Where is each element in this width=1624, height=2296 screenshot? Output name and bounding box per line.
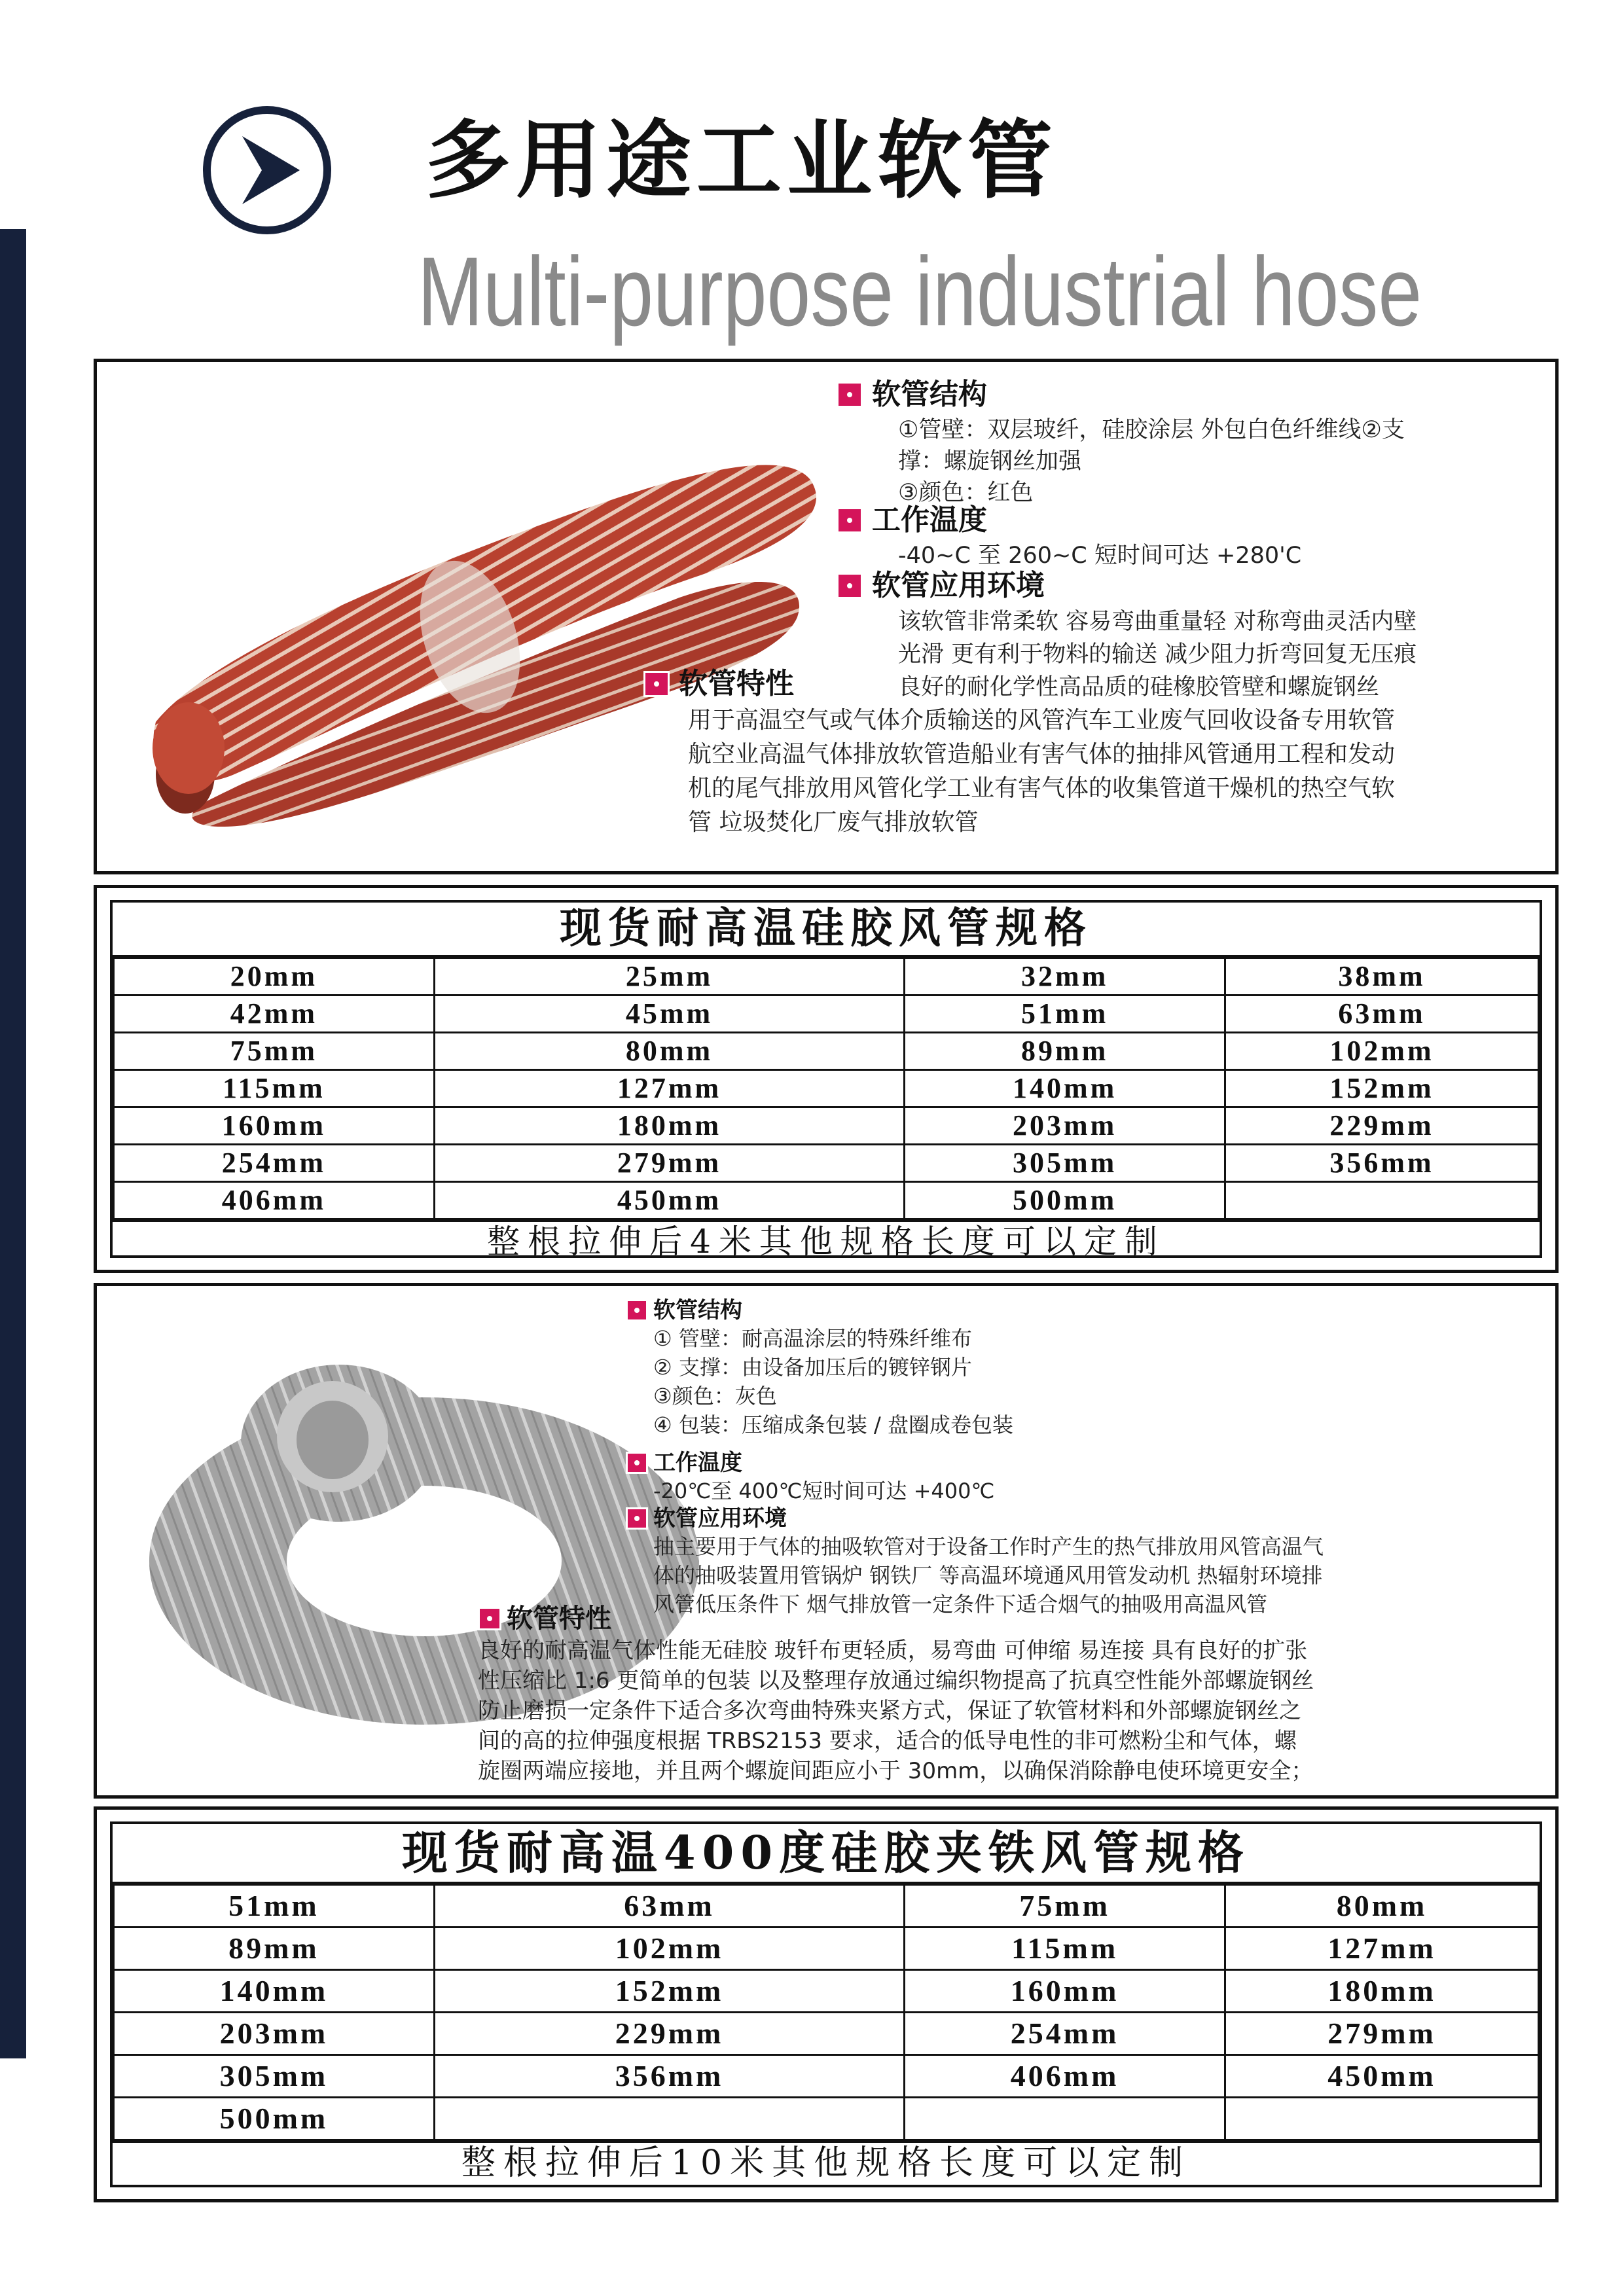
side-accent-bar bbox=[0, 229, 26, 2058]
body-line: 良好的耐高温气体性能无硅胶 玻钎布更轻质，易弯曲 可伸缩 易连接 具有良好的扩张 bbox=[478, 1638, 1308, 1664]
table-cell: 152mm bbox=[1225, 1070, 1539, 1107]
table-cell: 45mm bbox=[434, 996, 904, 1033]
body-line: ③颜色：灰色 bbox=[653, 1384, 777, 1408]
p2-environment bbox=[626, 1507, 1324, 1619]
bullet-icon bbox=[478, 1607, 501, 1630]
table-cell: 500mm bbox=[905, 1182, 1225, 1219]
table-cell bbox=[1225, 2098, 1539, 2140]
table-cell bbox=[1225, 1182, 1539, 1219]
section-title: 软管应用环境 bbox=[872, 569, 1045, 602]
table-cell: 63mm bbox=[434, 1885, 904, 1928]
table-cell: 229mm bbox=[434, 2013, 904, 2055]
product2-panel bbox=[94, 1283, 1559, 1799]
table-cell: 450mm bbox=[434, 1182, 904, 1219]
table-cell: 127mm bbox=[1225, 1928, 1539, 1970]
p1-features bbox=[643, 667, 1396, 840]
section-title: 软管应用环境 bbox=[653, 1505, 787, 1532]
table-cell: 89mm bbox=[905, 1033, 1225, 1070]
table-row bbox=[114, 1070, 1539, 1107]
table-cell: 75mm bbox=[905, 1885, 1225, 1928]
bullet-icon bbox=[837, 573, 863, 599]
table-row bbox=[114, 958, 1539, 996]
body-line: 体的抽吸装置用管锅炉 钢铁厂 等高温环境通风用管发动机 热辐射环境排 bbox=[653, 1563, 1323, 1588]
table-cell: 32mm bbox=[905, 958, 1225, 996]
table-cell: 51mm bbox=[905, 996, 1225, 1033]
table-cell: 450mm bbox=[1225, 2055, 1539, 2098]
spec-table-2 bbox=[94, 1806, 1559, 2202]
spec-table-1 bbox=[94, 885, 1559, 1273]
table-cell: 160mm bbox=[905, 1970, 1225, 2013]
page-title: 多用途工业软管 bbox=[425, 111, 1058, 210]
table-cell: 203mm bbox=[905, 1107, 1225, 1145]
table-cell: 102mm bbox=[1225, 1033, 1539, 1070]
body-line: ② 支撑：由设备加压后的镀锌钢片 bbox=[653, 1355, 972, 1380]
table-cell: 305mm bbox=[114, 2055, 435, 2098]
table-cell: 152mm bbox=[434, 1970, 904, 2013]
page-subtitle: Multi-purpose industrial hose bbox=[418, 236, 1422, 346]
body-line: 防止磨损一定条件下适合多次弯曲特殊夹紧方式，保证了软管材料和外部螺旋钢丝之 bbox=[478, 1698, 1301, 1724]
section-title: 工作温度 bbox=[872, 503, 987, 537]
section-title: 工作温度 bbox=[653, 1450, 742, 1476]
spec-footer: 整根拉伸后10米其他规格长度可以定制 bbox=[113, 2141, 1540, 2183]
body-line: -40~C 至 260~C 短时间可达 +280'C bbox=[898, 543, 1302, 569]
table-cell: 305mm bbox=[905, 1145, 1225, 1182]
table-cell: 254mm bbox=[905, 2013, 1225, 2055]
body-line: 间的高的拉伸强度根据 TRBS2153 要求，适合的低导电性的非可燃粉尘和气体，螺 bbox=[478, 1728, 1297, 1754]
section-title: 软管特性 bbox=[507, 1604, 611, 1634]
table-cell: 180mm bbox=[1225, 1970, 1539, 2013]
table-cell: 80mm bbox=[1225, 1885, 1539, 1928]
spec-title: 现货耐高温400度硅胶夹铁风管规格 bbox=[113, 1824, 1540, 1884]
table-cell: 89mm bbox=[114, 1928, 435, 1970]
table-cell: 406mm bbox=[905, 2055, 1225, 2098]
spec-title: 现货耐高温硅胶风管规格 bbox=[113, 903, 1540, 957]
table-row bbox=[114, 996, 1539, 1033]
table-cell: 140mm bbox=[905, 1070, 1225, 1107]
table-row bbox=[114, 2098, 1539, 2140]
table-cell: 42mm bbox=[114, 996, 435, 1033]
spec-grid bbox=[113, 1884, 1540, 2141]
table-cell: 279mm bbox=[1225, 2013, 1539, 2055]
table-cell: 140mm bbox=[114, 1970, 435, 2013]
bullet-icon bbox=[626, 1299, 648, 1321]
table-cell: 38mm bbox=[1225, 958, 1539, 996]
bullet-icon bbox=[626, 1507, 648, 1530]
table-cell bbox=[434, 2098, 904, 2140]
table-cell: 279mm bbox=[434, 1145, 904, 1182]
table-cell: 25mm bbox=[434, 958, 904, 996]
table-row bbox=[114, 1970, 1539, 2013]
table-cell: 203mm bbox=[114, 2013, 435, 2055]
table-cell: 500mm bbox=[114, 2098, 435, 2140]
bullet-icon bbox=[626, 1452, 648, 1474]
table-cell: 356mm bbox=[1225, 1145, 1539, 1182]
p2-structure bbox=[626, 1299, 1013, 1439]
body-line: 性压缩比 1:6 更简单的包装 以及整理存放通过编织物提高了抗真空性能外部螺旋钢丝 bbox=[478, 1668, 1314, 1694]
section-title: 软管结构 bbox=[653, 1297, 742, 1323]
table-row bbox=[114, 1885, 1539, 1928]
p1-structure bbox=[837, 380, 1405, 509]
body-line: 风管低压条件下 烟气排放管一定条件下适合烟气的抽吸用高温风管 bbox=[653, 1592, 1268, 1617]
bullet-icon bbox=[643, 671, 670, 697]
spec-grid bbox=[113, 957, 1540, 1220]
table-cell: 127mm bbox=[434, 1070, 904, 1107]
bullet-icon bbox=[837, 507, 863, 533]
table-cell: 51mm bbox=[114, 1885, 435, 1928]
p2-temperature bbox=[626, 1452, 994, 1505]
body-line: 该软管非常柔软 容易弯曲重量轻 对称弯曲灵活内壁 bbox=[898, 609, 1417, 635]
table-cell: 63mm bbox=[1225, 996, 1539, 1033]
body-line: 航空业高温气体排放软管造船业有害气体的抽排风管通用工程和发动 bbox=[688, 741, 1396, 768]
chevron-right-circle-icon bbox=[202, 105, 333, 236]
table-cell: 115mm bbox=[905, 1928, 1225, 1970]
table-cell: 102mm bbox=[434, 1928, 904, 1970]
body-line: 用于高温空气或气体介质输送的风管汽车工业废气回收设备专用软管 bbox=[688, 707, 1396, 734]
table-cell: 406mm bbox=[114, 1182, 435, 1219]
body-line: 光滑 更有利于物料的输送 减少阻力折弯回复无压痕 bbox=[898, 641, 1417, 668]
bullet-icon bbox=[837, 382, 863, 408]
table-cell: 180mm bbox=[434, 1107, 904, 1145]
table-row bbox=[114, 2055, 1539, 2098]
body-line: ① 管壁：耐高温涂层的特殊纤维布 bbox=[653, 1326, 972, 1351]
p2-features bbox=[478, 1605, 1314, 1786]
body-line: 撑：螺旋钢丝加强 bbox=[898, 448, 1082, 475]
body-line: 旋圈两端应接地，并且两个螺旋间距应小于 30mm，以确保消除静电使环境更安全； bbox=[478, 1758, 1314, 1784]
body-line: 良好的耐化学性高品质的硅橡胶管壁和螺旋钢丝 bbox=[898, 674, 1380, 700]
spec-footer: 整根拉伸后4米其他规格长度可以定制 bbox=[113, 1220, 1540, 1261]
section-title: 软管结构 bbox=[872, 378, 987, 411]
table-cell bbox=[905, 2098, 1225, 2140]
table-row bbox=[114, 2013, 1539, 2055]
table-cell: 75mm bbox=[114, 1033, 435, 1070]
table-cell: 254mm bbox=[114, 1145, 435, 1182]
table-row bbox=[114, 1107, 1539, 1145]
table-row bbox=[114, 1182, 1539, 1219]
p1-temperature bbox=[837, 503, 1302, 571]
table-cell: 115mm bbox=[114, 1070, 435, 1107]
body-line: ④ 包装：压缩成条包装 / 盘圈成卷包装 bbox=[653, 1412, 1013, 1437]
body-line: -20℃至 400℃短时间可达 +400℃ bbox=[653, 1479, 995, 1503]
body-line: 机的尾气排放用风管化学工业有害气体的收集管道干燥机的热空气软 bbox=[688, 775, 1396, 802]
body-line: 管 垃圾焚化厂废气排放软管 bbox=[688, 809, 979, 836]
table-cell: 20mm bbox=[114, 958, 435, 996]
table-cell: 160mm bbox=[114, 1107, 435, 1145]
body-line: ①管壁：双层玻纤，硅胶涂层 外包白色纤维线②支 bbox=[898, 417, 1405, 443]
table-row bbox=[114, 1033, 1539, 1070]
body-line: ③颜色：红色 bbox=[898, 480, 1034, 506]
section-title: 软管特性 bbox=[679, 667, 794, 700]
table-row bbox=[114, 1145, 1539, 1182]
table-cell: 356mm bbox=[434, 2055, 904, 2098]
table-row bbox=[114, 1928, 1539, 1970]
table-cell: 80mm bbox=[434, 1033, 904, 1070]
body-line: 抽主要用于气体的抽吸软管对于设备工作时产生的热气排放用风管高温气 bbox=[653, 1534, 1324, 1559]
product1-panel bbox=[94, 359, 1559, 874]
table-cell: 229mm bbox=[1225, 1107, 1539, 1145]
